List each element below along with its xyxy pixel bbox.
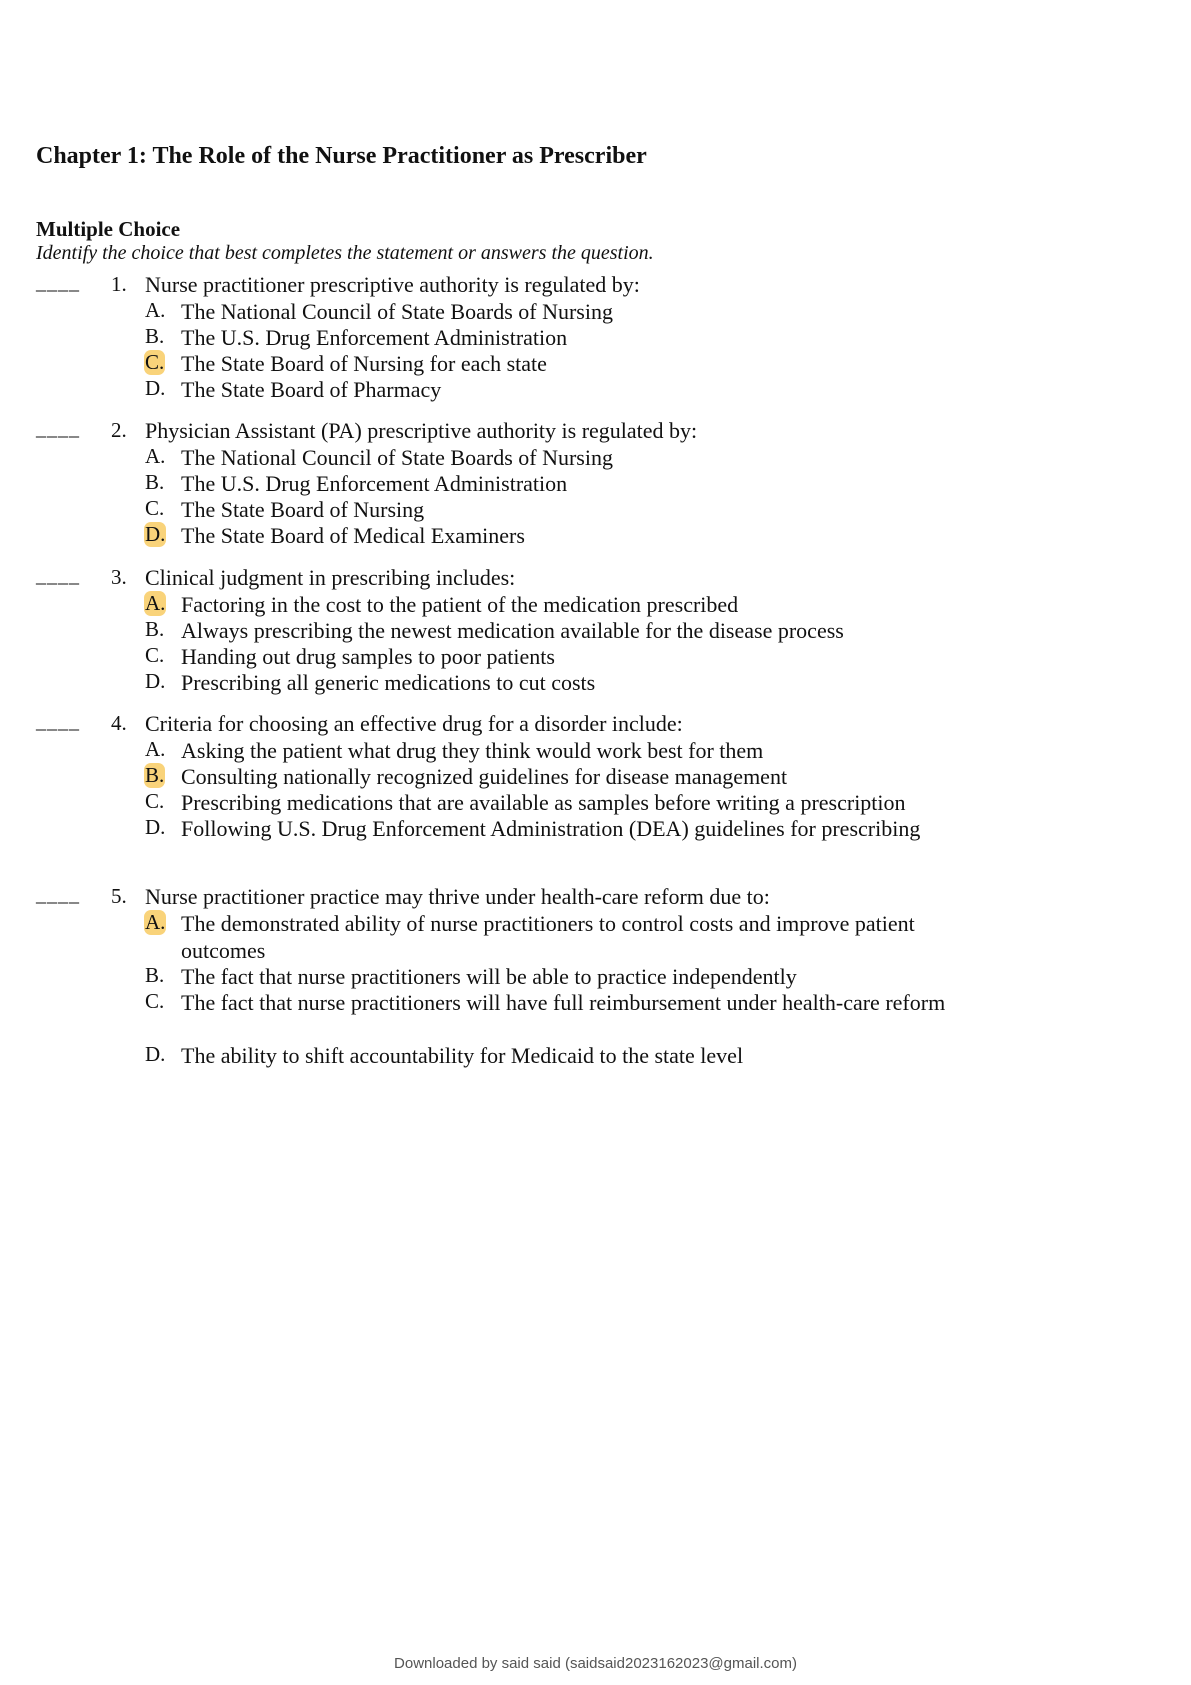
answer-blank: ____ bbox=[36, 565, 80, 587]
option-text: The National Council of State Boards of Nursing bbox=[181, 445, 613, 470]
option-text: The ability to shift accountability for Medicaid to the state level bbox=[181, 1043, 744, 1068]
highlighted-answer-letter: B. bbox=[145, 763, 165, 787]
section-heading: Multiple Choice bbox=[36, 217, 181, 241]
option-text: The fact that nurse practitioners will be able to practice independently bbox=[181, 964, 797, 989]
option-letter: B. bbox=[145, 470, 165, 494]
option-text: Following U.S. Drug Enforcement Administration (DEA) guidelines for prescribing bbox=[181, 816, 921, 841]
option-text: Prescribing all generic medications to cut costs bbox=[181, 670, 596, 695]
option-text: The State Board of Nursing for each state bbox=[181, 351, 547, 376]
option-text: The fact that nurse practitioners will have full reimbursement under health-care reform bbox=[181, 990, 946, 1015]
option-text: Consulting nationally recognized guidelines for disease management bbox=[181, 764, 788, 789]
option-text: Prescribing medications that are available as samples before writing a prescription bbox=[181, 790, 906, 815]
option-letter: D. bbox=[145, 1042, 166, 1066]
option-text: Asking the patient what drug they think would work best for them bbox=[181, 738, 764, 763]
option-letter: C. bbox=[145, 496, 165, 520]
chapter-title: Chapter 1: The Role of the Nurse Practitioner as Prescriber bbox=[36, 143, 647, 169]
option-text: The U.S. Drug Enforcement Administration bbox=[181, 325, 568, 350]
option-letter: A. bbox=[145, 737, 166, 761]
option-text: The National Council of State Boards of Nursing bbox=[181, 299, 613, 324]
option-letter: D. bbox=[145, 669, 166, 693]
option-text: The State Board of Nursing bbox=[181, 497, 425, 522]
answer-blank: ____ bbox=[36, 711, 80, 733]
question-number: 4. bbox=[111, 711, 127, 735]
option-text: The demonstrated ability of nurse practitioners to control costs and improve patient outcomes bbox=[181, 911, 915, 963]
option-text: Handing out drug samples to poor patients bbox=[181, 644, 555, 669]
option-letter: A. bbox=[145, 298, 166, 322]
question-number: 1. bbox=[111, 272, 127, 296]
highlighted-answer-letter: D. bbox=[145, 522, 166, 546]
option-text: The State Board of Medical Examiners bbox=[181, 523, 525, 548]
option-letter: B. bbox=[145, 617, 165, 641]
answer-blank: ____ bbox=[36, 418, 80, 440]
answer-blank: ____ bbox=[36, 884, 80, 906]
question-number: 5. bbox=[111, 884, 127, 908]
highlighted-answer-letter: A. bbox=[145, 591, 166, 615]
question-stem: Nurse practitioner practice may thrive under health-care reform due to: bbox=[145, 884, 770, 909]
question-number: 3. bbox=[111, 565, 127, 589]
option-text: Always prescribing the newest medication available for the disease process bbox=[181, 618, 844, 643]
question-number: 2. bbox=[111, 418, 127, 442]
option-text: Factoring in the cost to the patient of the medication prescribed bbox=[181, 592, 739, 617]
option-letter: C. bbox=[145, 789, 165, 813]
option-letter: C. bbox=[145, 643, 165, 667]
option-letter: D. bbox=[145, 376, 166, 400]
option-text: The U.S. Drug Enforcement Administration bbox=[181, 471, 568, 496]
option-text: The State Board of Pharmacy bbox=[181, 377, 442, 402]
highlighted-answer-letter: A. bbox=[145, 910, 166, 934]
option-letter: A. bbox=[145, 444, 166, 468]
question-stem: Clinical judgment in prescribing includes: bbox=[145, 565, 516, 590]
answer-blank: ____ bbox=[36, 272, 80, 294]
option-letter: D. bbox=[145, 815, 166, 839]
download-footer: Downloaded by said said (saidsaid2023162023@gmail.com) bbox=[394, 1655, 797, 1672]
option-letter: B. bbox=[145, 963, 165, 987]
question-stem: Nurse practitioner prescriptive authority is regulated by: bbox=[145, 272, 640, 297]
highlighted-answer-letter: C. bbox=[145, 350, 165, 374]
instructions: Identify the choice that best completes the statement or answers the question. bbox=[36, 242, 654, 264]
option-letter: C. bbox=[145, 989, 165, 1013]
question-stem: Physician Assistant (PA) prescriptive authority is regulated by: bbox=[145, 418, 698, 443]
option-letter: B. bbox=[145, 324, 165, 348]
question-stem: Criteria for choosing an effective drug for a disorder include: bbox=[145, 711, 683, 736]
